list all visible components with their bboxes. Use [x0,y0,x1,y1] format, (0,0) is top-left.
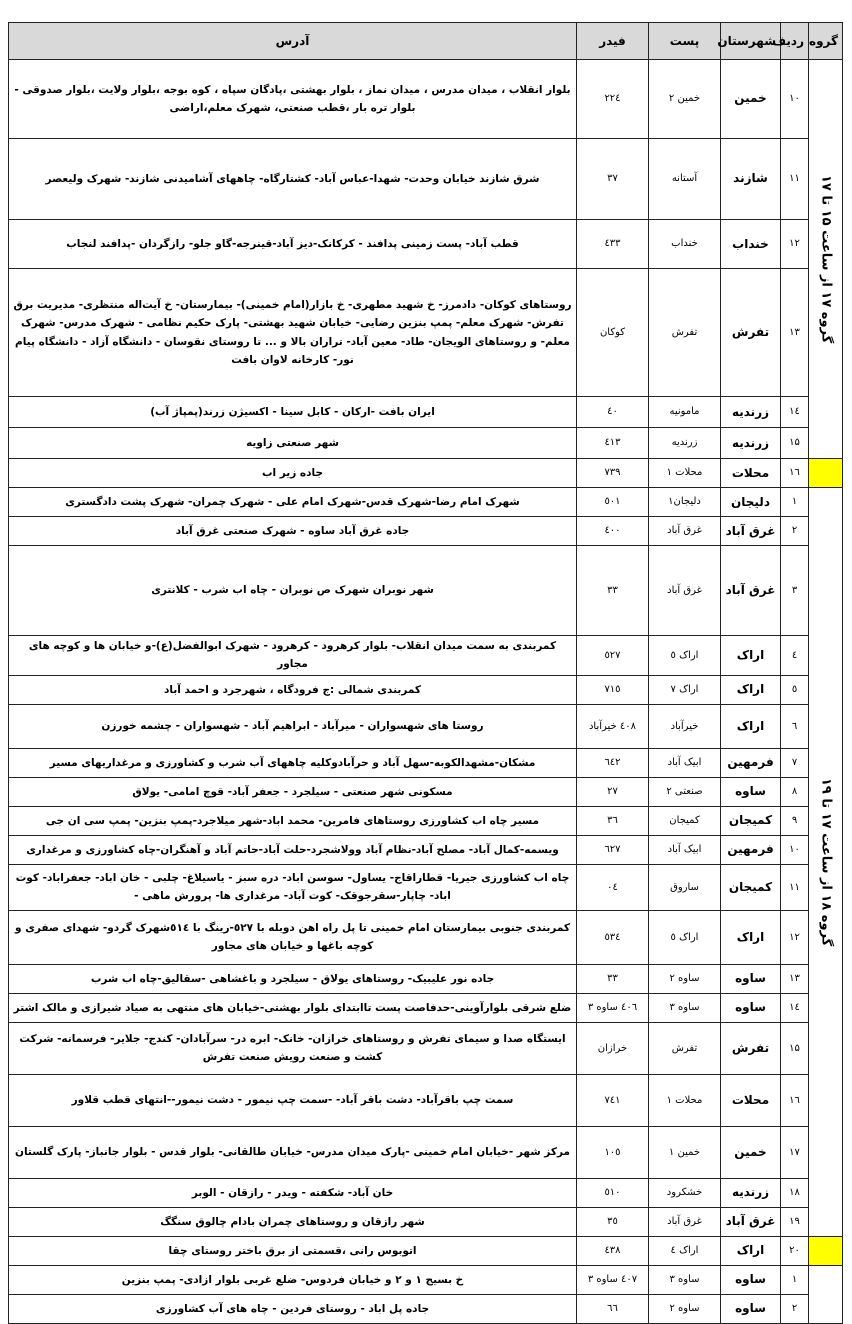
post-cell: ساروق [649,864,721,910]
row-number: ۱۰ [781,835,809,864]
header-address: آدرس [9,23,577,60]
row-number: ٥ [781,675,809,704]
feeder-cell: ۷۳۹ [577,459,649,488]
row-number: ۱۷ [781,1126,809,1178]
city-cell: ساوه [721,1294,781,1323]
feeder-cell: ۷٤۱ [577,1074,649,1126]
post-cell: کمیجان [649,806,721,835]
table-row [9,220,843,269]
row-number: ۱٤ [781,397,809,428]
feeder-cell: ٦٦ [577,1294,649,1323]
city-cell: خنداب [721,220,781,269]
address-cell: ویسمه-کمال آباد- مصلح آباد-نظام آباد وولاشجرد-حلت آباد-حاتم آباد و آهنگران-چاه کشاورزی و مرغداری [9,835,577,864]
address-cell: مشکان-مشهدالکوبه-سهل آباد و حرآبادوکلیه چاههای آب شرب و کشاورزی و مرغداریهای مسیر [9,748,577,777]
post-cell: ساوه ۳ [649,993,721,1022]
table-row [9,488,843,517]
row-number: ۱۰ [781,60,809,139]
header-city: شهرستان [721,23,781,60]
row-number: ۱٦ [781,459,809,488]
row-number: ۸ [781,777,809,806]
post-cell: خمین ۲ [649,60,721,139]
row-number: ۱۸ [781,1178,809,1207]
city-cell: اراک [721,910,781,964]
post-cell: ساوه ۲ [649,1294,721,1323]
feeder-cell: ۳۳ [577,546,649,636]
address-cell: کمربندی جنوبی بیمارستان امام خمینی تا پل راه اهن دوبله با ٥۲۷-رینگ با ٥۱٤شهرک گردو- شهدای صفری و کوچه باغها و خیابان های مجاور [9,910,577,964]
address-cell: کمربندی شمالی :ج فرودگاه ، شهرجرد و احمد آباد [9,675,577,704]
row-number: ٦ [781,704,809,748]
table-row [9,428,843,459]
address-cell: خان آباد- شکفته - ویدر - رازقان - الوبر [9,1178,577,1207]
feeder-cell: ٦۲۷ [577,835,649,864]
feeder-cell: ٦٤۲ [577,748,649,777]
feeder-cell: ٥۰۱ [577,488,649,517]
table-row [9,964,843,993]
city-cell: غرق آباد [721,1207,781,1236]
feeder-cell: کوکان [577,269,649,397]
city-cell: غرق آباد [721,517,781,546]
row-number: ۲ [781,1294,809,1323]
row-number: ۱۱ [781,864,809,910]
city-cell: شازند [721,138,781,219]
group-highlight-cell [809,459,843,488]
row-number: ۱۱ [781,138,809,219]
address-cell: جاده زیر اب [9,459,577,488]
header-group: گروه [809,23,843,60]
table-row [9,748,843,777]
city-cell: فرمهین [721,835,781,864]
city-cell: خمین [721,60,781,139]
city-cell: ساوه [721,964,781,993]
address-cell: اتوبوس رانی ،قسمتی از برق باختر روستای چقا [9,1236,577,1265]
post-cell: ساوه ۲ [649,964,721,993]
post-cell: محلات ۱ [649,459,721,488]
city-cell: ساوه [721,1265,781,1294]
table-row [9,397,843,428]
row-number: ۲ [781,517,809,546]
header-row [9,23,843,60]
post-cell: اراک ٥ [649,910,721,964]
feeder-cell: ۳٥ [577,1207,649,1236]
address-cell: قطب آباد- پست زمینی پدافند - کرکانک-دیز آباد-قینرجه-گاو جلو- رازگردان -پدافند لنجاب [9,220,577,269]
post-cell: خشکرود [649,1178,721,1207]
row-number: ۷ [781,748,809,777]
city-cell: اراک [721,636,781,676]
address-cell: خ بسیج ۱ و ۲ و خیابان فردوس- ضلع غربی بلوار ازادی- پمپ بنزین [9,1265,577,1294]
post-cell: اراک ۷ [649,675,721,704]
row-number: ۱۵ [781,1022,809,1074]
row-number: ۲۰ [781,1236,809,1265]
address-cell: شهر نوبران شهرک ص نوبران - چاه اب شرب - کلانتری [9,546,577,636]
address-cell: بلوار انقلاب ، میدان مدرس ، میدان نماز ، بلوار بهشتی ،پادگان سپاه ، کوه بوجه ،بلوار ولایت ،بلوار صدوقی - بلوار تره بار ،قطب صنعتی، شهرک معلم،اراضی [9,60,577,139]
post-cell: ابیک آباد [649,835,721,864]
city-cell: محلات [721,459,781,488]
outage-schedule-table [8,22,843,1324]
address-cell: سمت چپ باقرآباد- دشت باقر آباد- -سمت چپ نیمور - دشت نیمور--انتهای قطب قلاور [9,1074,577,1126]
city-cell: اراک [721,704,781,748]
city-cell: زرندیه [721,428,781,459]
city-cell: فرمهین [721,748,781,777]
table-row [9,517,843,546]
group-empty-cell [809,1265,843,1323]
feeder-cell: ۲۲٤ [577,60,649,139]
row-number: ۱۹ [781,1207,809,1236]
feeder-cell: ٤۱۳ [577,428,649,459]
row-number: ۳ [781,546,809,636]
table-row [9,704,843,748]
group-label: گروه ۱۷ از ساعت ۱۵ تا ۱۷ [818,174,834,344]
post-cell: ابیک آباد [649,748,721,777]
table-row [9,1126,843,1178]
post-cell: آستانه [649,138,721,219]
post-cell: تفرش [649,1022,721,1074]
feeder-cell: ۳٦ [577,806,649,835]
row-number: ۱۵ [781,428,809,459]
post-cell: محلات ۱ [649,1074,721,1126]
table-row [9,1178,843,1207]
group-label-cell [809,488,843,1237]
city-cell: محلات [721,1074,781,1126]
table-row [9,675,843,704]
feeder-cell: ٥۲۷ [577,636,649,676]
group-label-cell [809,60,843,459]
feeder-cell: ٤۰۷ ساوه ۳ [577,1265,649,1294]
feeder-cell: ۳۳ [577,964,649,993]
table-row [9,459,843,488]
post-cell: مامونیه [649,397,721,428]
row-number: ۱ [781,488,809,517]
post-cell: غرق آباد [649,1207,721,1236]
row-number: ۱٤ [781,993,809,1022]
feeder-cell: خرازان [577,1022,649,1074]
feeder-cell: ۳۷ [577,138,649,219]
feeder-cell: ٤۰٦ ساوه ۳ [577,993,649,1022]
row-number: ۱٦ [781,1074,809,1126]
city-cell: دلیجان [721,488,781,517]
post-cell: خنداب [649,220,721,269]
post-cell: خیرآباد [649,704,721,748]
post-cell: غرق آباد [649,546,721,636]
feeder-cell: ۰٤ [577,864,649,910]
row-number: ۱۳ [781,964,809,993]
feeder-cell: ٤۰ [577,397,649,428]
address-cell: جاده پل اباد - روستای فردین - چاه های آب کشاورزی [9,1294,577,1323]
post-cell: تفرش [649,269,721,397]
table-row [9,835,843,864]
row-number: ۹ [781,806,809,835]
table-row [9,806,843,835]
row-number: ۱ [781,1265,809,1294]
post-cell: صنعتی ۲ [649,777,721,806]
address-cell: مسکونی شهر صنعتی - سیلجرد - جعفر آباد- قوچ امامی- یولاق [9,777,577,806]
feeder-cell: ۲۷ [577,777,649,806]
address-cell: ایران بافت -ارکان - کابل سینا - اکسیژن زرند(پمپاژ آب) [9,397,577,428]
row-number: ٤ [781,636,809,676]
table-row [9,138,843,219]
table-row [9,1236,843,1265]
table-row [9,60,843,139]
city-cell: زرندیه [721,397,781,428]
header-post: پست [649,23,721,60]
table-row [9,864,843,910]
address-cell: مسیر چاه اب کشاورزی روستاهای فامرین- محمد اباد-شهر میلاجرد-پمپ بنزین- پمپ سی ان جی [9,806,577,835]
address-cell: روستا های شهسواران - میرآباد - ابراهیم آباد - شهسواران - چشمه خورزن [9,704,577,748]
address-cell: جاده غرق آباد ساوه - شهرک صنعتی غرق آباد [9,517,577,546]
feeder-cell: ٤۳۸ [577,1236,649,1265]
feeder-cell: ٥۳٤ [577,910,649,964]
address-cell: ایستگاه صدا و سیمای تفرش و روستاهای خرازان- خانک- ابره در- سرآبادان- کندج- جلایر- فرسمانه- شرکت کشت و صنعت رویش صنعت تفرش [9,1022,577,1074]
table-row [9,777,843,806]
city-cell: ساوه [721,777,781,806]
group-highlight-cell [809,1236,843,1265]
address-cell: شهرک امام رضا-شهرک قدس-شهرک امام علی - شهرک چمران- شهرک پشت دادگستری [9,488,577,517]
feeder-cell: ٤۳۳ [577,220,649,269]
row-number: ۱۲ [781,220,809,269]
feeder-cell: ۱۰٥ [577,1126,649,1178]
address-cell: چاه اب کشاورزی جیریا- قطاراقاج- یساول- سوسن اباد- دره سبز - یاسیلاغ- چلبی - خان اباد- جعفراباد- کوت اباد- چاپار-سقرجوقک- کوت آباد- مرغداری ها- پرورش ماهی - [9,864,577,910]
address-cell: جاده نور علیبیک- روستاهای یولاق - سیلجرد و باغشاهی -سقالیق-چاه اب شرب [9,964,577,993]
post-cell: زرندیه [649,428,721,459]
post-cell: اراک ٥ [649,636,721,676]
post-cell: غرق آباد [649,517,721,546]
city-cell: کمیجان [721,864,781,910]
table-row [9,636,843,676]
table-body [9,60,843,1324]
table-row [9,1022,843,1074]
city-cell: زرندیه [721,1178,781,1207]
address-cell: شرق شازند خیابان وحدت- شهدا-عباس آباد- کشتارگاه- چاههای آشامیدنی شازند- شهرک ولیعصر [9,138,577,219]
table-row [9,910,843,964]
city-cell: کمیجان [721,806,781,835]
row-number: ۱۳ [781,269,809,397]
feeder-cell: ٤۰۰ [577,517,649,546]
post-cell: ساوه ۳ [649,1265,721,1294]
table-row [9,546,843,636]
table-row [9,1074,843,1126]
address-cell: کمربندی به سمت میدان انقلاب- بلوار کرهرود - کرهرود - شهرک ابوالفضل(ع)-و خیابان ها و کوچه های مجاور [9,636,577,676]
address-cell: شهر صنعتی زاویه [9,428,577,459]
post-cell: خمین ۱ [649,1126,721,1178]
feeder-cell: ٤۰۸ خیرآباد [577,704,649,748]
group-label: گروه ۱۸ از ساعت ۱۷ تا ۱۹ [818,777,834,946]
address-cell: مرکز شهر -خیابان امام خمینی -پارک میدان مدرس- خیابان طالقانی- بلوار قدس - بلوار جانباز- پارک گلستان [9,1126,577,1178]
address-cell: ضلع شرقی بلوارآوینی-حدفاصت پست تاابتدای بلوار بهشتی-خیابان های منتهی به صیاد شیرازی و مالک اشتر [9,993,577,1022]
address-cell: شهر رازقان و روستاهای چمران بادام چالوق سنگگ [9,1207,577,1236]
table-row [9,1207,843,1236]
row-number: ۱۲ [781,910,809,964]
city-cell: تفرش [721,1022,781,1074]
feeder-cell: ۷۱٥ [577,675,649,704]
header-row-number: ردیف [781,23,809,60]
city-cell: تفرش [721,269,781,397]
city-cell: اراک [721,675,781,704]
table-row [9,269,843,397]
post-cell: دلیجان۱ [649,488,721,517]
table-row [9,1294,843,1323]
table-row [9,1265,843,1294]
header-feeder: فیدر [577,23,649,60]
city-cell: غرق آباد [721,546,781,636]
city-cell: اراک [721,1236,781,1265]
feeder-cell: ٥۱۰ [577,1178,649,1207]
city-cell: ساوه [721,993,781,1022]
city-cell: خمین [721,1126,781,1178]
address-cell: روستاهای کوکان- دادمرز- خ شهید مطهری- خ بازار(امام خمینی)- بیمارستان- خ آیت‌اله منتظری- مدیریت برق تفرش- شهرک معلم- پمپ بنزین رضایی- خیابان شهید بهشتی- پارک حکیم نظامی - شهرک مدرس- شهرک معلم- و روستاهای الویجان- طاد- معین آباد- تراران بالا و ... تا روستای نقوسان - دانشگاه آزاد - دانشگاه پیام نور- کارخانه لاوان بافت [9,269,577,397]
table-row [9,993,843,1022]
post-cell: اراک ٤ [649,1236,721,1265]
